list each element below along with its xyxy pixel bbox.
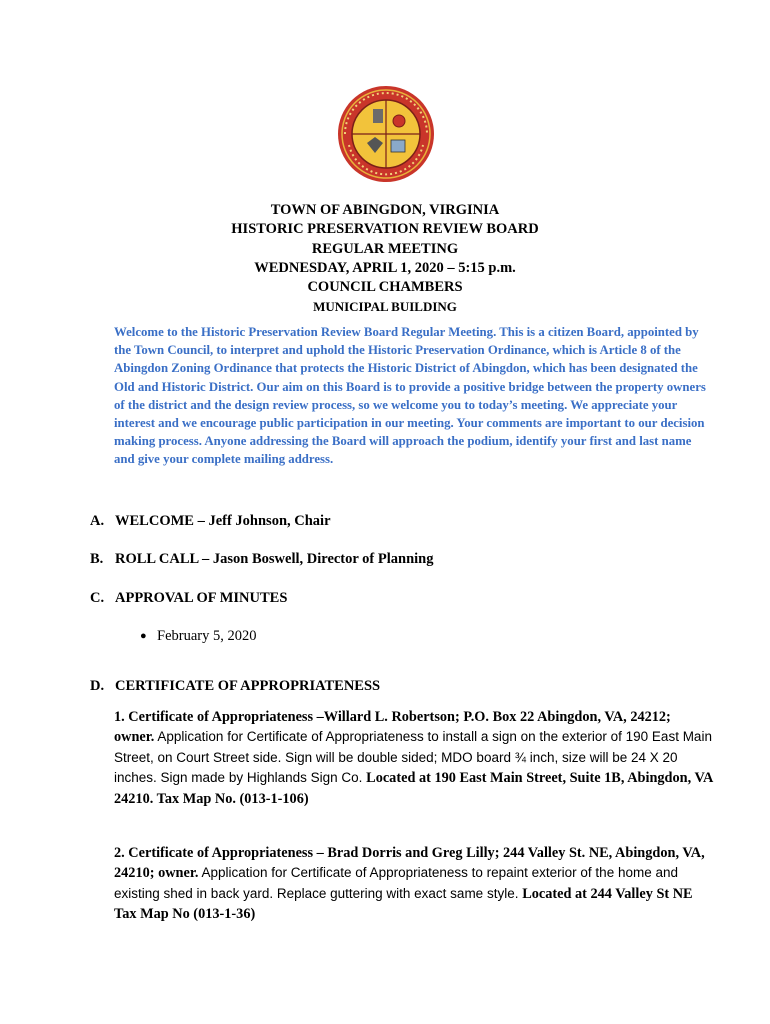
minutes-date: February 5, 2020 <box>157 628 257 644</box>
section-letter: D. <box>90 678 105 694</box>
item-heading: 1. Certificate of Appropriateness –Willard L. Robertson; P.O. Box 22 Abingdon, VA, 24212; owner. <box>114 709 671 746</box>
section-d <box>90 678 380 695</box>
bullet-icon: ● <box>140 630 147 642</box>
meeting-header <box>0 201 770 316</box>
town-seal-icon <box>337 85 435 183</box>
town-title: TOWN OF ABINGDON, VIRGINIA <box>270 202 500 218</box>
section-letter: A. <box>90 513 105 529</box>
section-b <box>90 551 434 568</box>
item-description: Application for Certificate of Appropriateness to repaint exterior of the home and existing shed in back yard. Replace guttering with exact same style. <box>114 865 678 901</box>
section-a <box>90 513 331 530</box>
section-title: APPROVAL OF MINUTES <box>115 590 288 606</box>
item-heading: 2. Certificate of Appropriateness – Brad Dorris and Greg Lilly; 244 Valley St. NE, Abingdon, VA, 24210; owner. <box>114 845 705 882</box>
meeting-date: WEDNESDAY, APRIL 1, 2020 – 5:15 p.m. <box>254 259 516 276</box>
meeting-location: COUNCIL CHAMBERS <box>307 279 463 296</box>
section-title: ROLL CALL – Jason Boswell, Director of Planning <box>115 551 434 567</box>
board-title: HISTORIC PRESERVATION REVIEW BOARD <box>231 221 539 238</box>
item-location: Located at 190 East Main Street, Suite 1B, Abingdon, VA 24210. Tax Map No. (013-1-106) <box>114 770 713 807</box>
meeting-type: REGULAR MEETING <box>311 240 459 257</box>
section-c <box>90 590 287 607</box>
item-location: Located at 244 Valley St NE Tax Map No (013-1-36) <box>114 885 693 923</box>
section-letter: B. <box>90 551 104 567</box>
section-letter: C. <box>90 590 105 606</box>
item-description: Application for Certificate of Appropriateness to install a sign on the exterior of 190 East Main Street, on Court Street side. Sign will be double sided; MDO board ¾ inch, size will be 24 X 20 inches. Sign made by Highlands Sign Co. <box>114 729 712 786</box>
meeting-building: MUNICIPAL BUILDING <box>313 299 457 315</box>
section-title: WELCOME – Jeff Johnson, Chair <box>115 513 331 529</box>
section-title: CERTIFICATE OF APPROPRIATENESS <box>115 678 381 694</box>
welcome-paragraph: Welcome to the Historic Preservation Review Board Regular Meeting. This is a citizen Board, appointed by the Town Council, to interpret and uphold the Historic Preservation Ordinance, which is Article 8 of the Abingdon Zoning Ordinance that protects the Historic District of Abingdon, which has been designated the Old and Historic District. Our aim on this Board is to provide a positive bridge between the property owners of the district and the design review process, so we welcome you to today’s meeting. We appreciate your interest and we encourage public participation in our meeting. Your comments are important to our decision making process. Anyone addressing the Board will approach the podium, identify your first and last name and give your complete mailing address. <box>114 325 706 467</box>
minutes-bullet-item <box>140 628 256 645</box>
agenda-item-2 <box>114 843 714 925</box>
agenda-item-1 <box>114 707 714 809</box>
